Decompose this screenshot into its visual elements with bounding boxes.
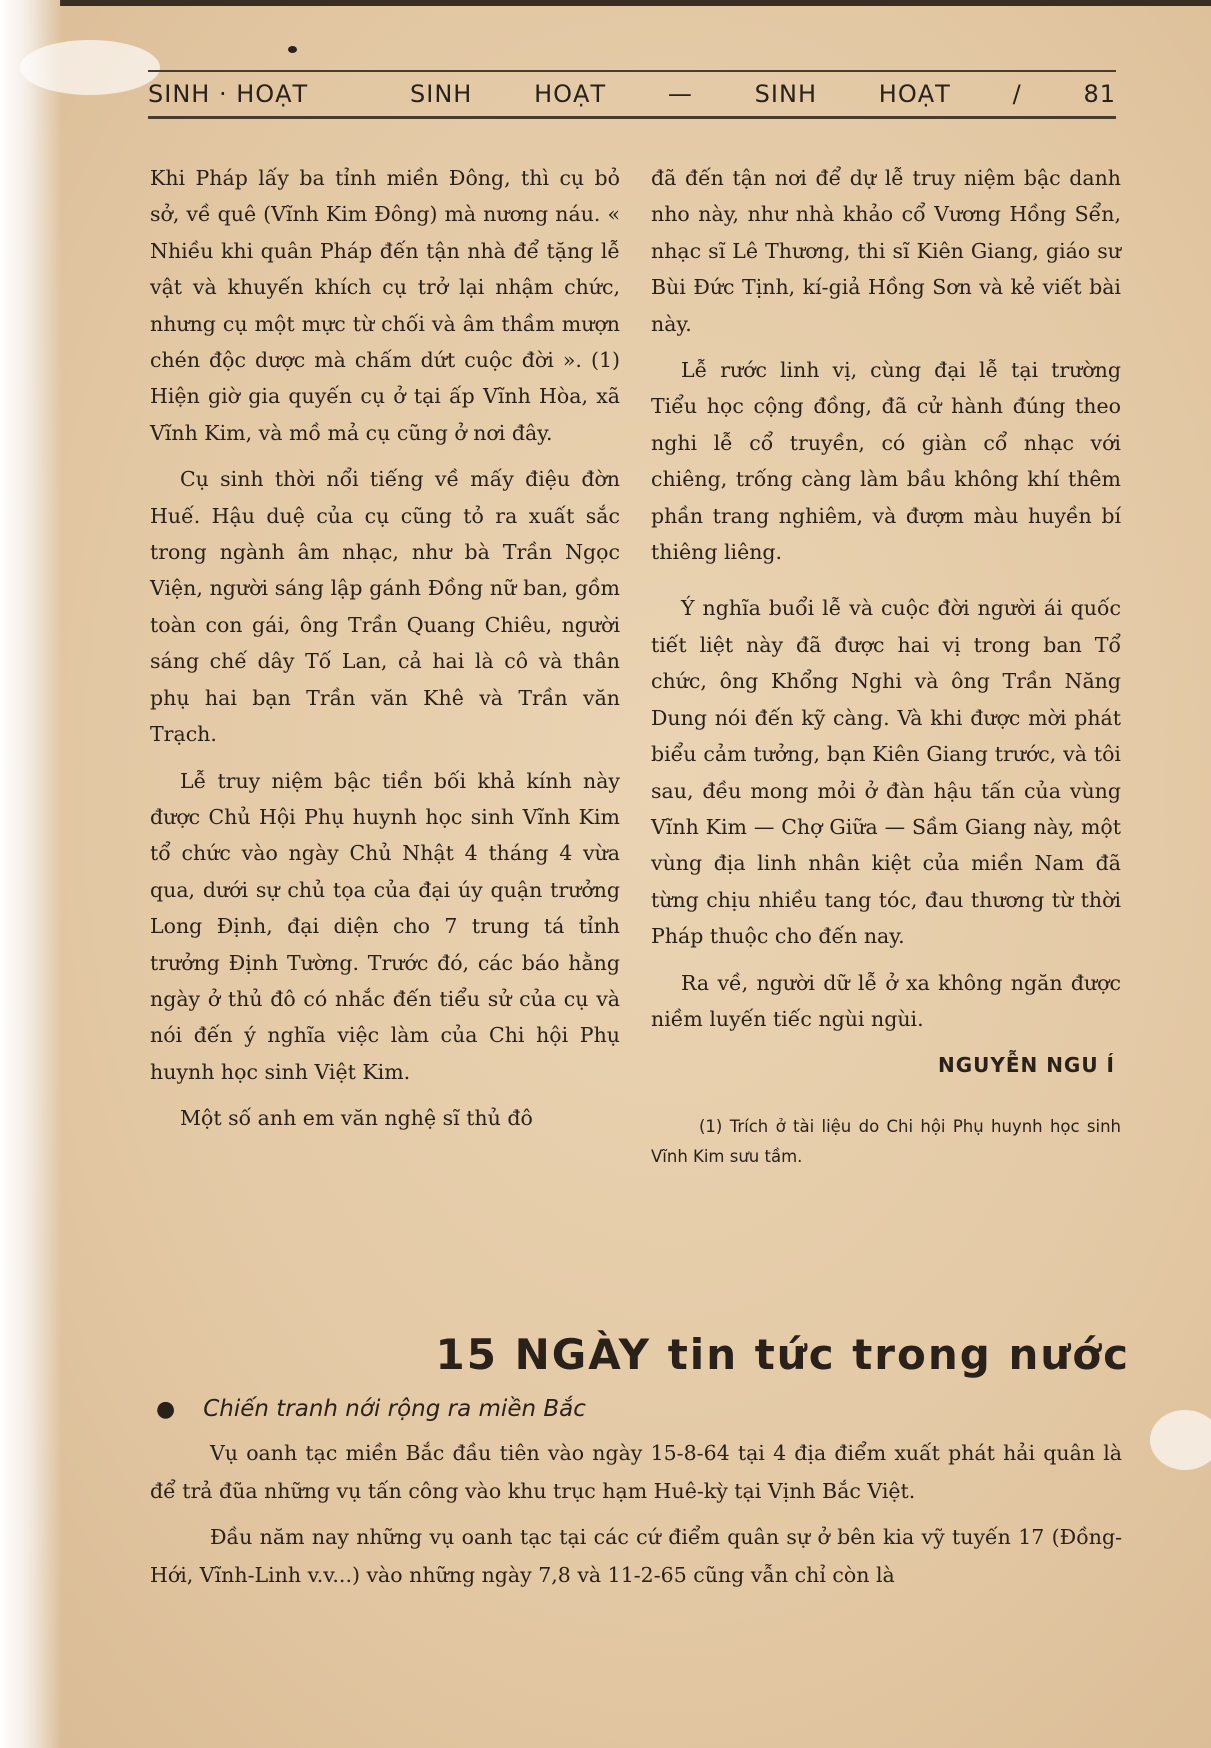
- running-header: [148, 66, 1116, 118]
- left-paragraph-1: Khi Pháp lấy ba tỉnh miền Đông, thì cụ bỏ sở, về quê (Vĩnh Kim Đông) mà nương náu. « Nhiều khi quân Pháp đến tận nhà để tặng lễ vật và khuyến khích cụ trở lại nhậm chức, nhưng cụ một mực từ chối và âm thầm mượn chén độc dược mà chấm dứt cuộc đời ». (1) Hiện giờ gia quyến cụ ở tại ấp Vĩnh Hòa, xã Vĩnh Kim, và mồ mả cụ cũng ở nơi đây.: [150, 166, 620, 445]
- news-paragraph-2: Đầu năm nay những vụ oanh tạc tại các cứ điểm quân sự ở bên kia vỹ tuyến 17 (Đồng-Hới, Vĩnh-Linh v.v...) vào những ngày 7,8 và 11-2-65 cũng vẫn chỉ còn là: [150, 1525, 1122, 1587]
- subheading-text: Chiến tranh nới rộng ra miền Bắc: [203, 1396, 586, 1422]
- left-column: [150, 160, 620, 1147]
- ink-blot: [288, 46, 297, 53]
- header-right-2: HOẠT: [878, 80, 951, 108]
- footnote: (1) Trích ở tài liệu do Chi hội Phụ huynh học sinh Vĩnh Kim sưu tầm.: [651, 1116, 1121, 1166]
- news-subheading: [156, 1396, 586, 1422]
- header-right-1: SINH: [754, 80, 817, 108]
- paper-stain: [1150, 1410, 1211, 1470]
- left-paragraph-3: Lễ truy niệm bậc tiền bối khả kính này được Chủ Hội Phụ huynh học sinh Vĩnh Kim tổ chức vào ngày Chủ Nhật 4 tháng 4 vừa qua, dưới sự chủ tọa của đại úy quận trưởng Long Định, đại diện cho 7 trung tá tỉnh trưởng Định Tường. Trước đó, các báo hằng ngày ở thủ đô có nhắc đến tiểu sử của cụ và nói đến ý nghĩa việc làm của Chi hội Phụ huynh học sinh Việt Kim.: [150, 768, 620, 1084]
- author-signature: NGUYỄN NGU Í: [937, 1053, 1115, 1078]
- page-number: 81: [1083, 80, 1116, 108]
- header-center-2: HOẠT: [534, 80, 607, 108]
- right-paragraph-1: đã đến tận nơi để dự lễ truy niệm bậc danh nho này, như nhà khảo cổ Vương Hồng Sển, nhạc sĩ Lê Thương, thi sĩ Kiên Giang, giáo sư Bùi Đức Tịnh, kí-giả Hồng Sơn và kẻ viết bài này.: [651, 166, 1121, 336]
- header-rule-top: [148, 70, 1116, 72]
- right-column: [651, 160, 1121, 1172]
- header-left: SINH · HOẠT: [148, 80, 309, 108]
- news-paragraph-1: Vụ oanh tạc miền Bắc đầu tiên vào ngày 15-8-64 tại 4 địa điểm xuất phát hải quân là để trả đũa những vụ tấn công vào khu trục hạm Huê-kỳ tại Vịnh Bắc Việt.: [150, 1441, 1122, 1503]
- header-rule-bottom: [148, 116, 1116, 119]
- header-dash: —: [667, 80, 693, 108]
- header-slash: /: [1012, 80, 1022, 108]
- section-headline: 15 NGÀY tin tức trong nước: [435, 1330, 1130, 1379]
- page-top-edge: [60, 0, 1211, 6]
- bullet-icon: ●: [156, 1396, 176, 1422]
- left-paragraph-2: Cụ sinh thời nổi tiếng về mấy điệu đờn Huế. Hậu duệ của cụ cũng tỏ ra xuất sắc trong ngành âm nhạc, như bà Trần Ngọc Viện, người sáng lập gánh Đồng nữ ban, gồm toàn con gái, ông Trần Quang Chiêu, người sáng chế dây Tố Lan, cả hai là cô và thân phụ hai bạn Trần văn Khê và Trần văn Trạch.: [150, 467, 620, 747]
- right-paragraph-2: Lễ rước linh vị, cùng đại lễ tại trường Tiểu học cộng đồng, đã cử hành đúng theo nghi lễ cổ truyền, có giàn cổ nhạc với chiêng, trống càng làm bầu không khí thêm phần trang nghiêm, và đượm màu huyền bí thiêng liêng.: [651, 358, 1121, 565]
- left-paragraph-4: Một số anh em văn nghệ sĩ thủ đô: [180, 1106, 533, 1131]
- right-paragraph-3: Ý nghĩa buổi lễ và cuộc đời người ái quốc tiết liệt này đã được hai vị trong ban Tổ chức, ông Khổng Nghi và ông Trần Năng Dung nói đến kỹ càng. Và khi được mời phát biểu cảm tưởng, bạn Kiên Giang trước, và tôi sau, đều mong mỏi ở đàn hậu tấn của vùng Vĩnh Kim — Chợ Giữa — Sầm Giang này, một vùng địa linh nhân kiệt của miền Nam đã từng chịu nhiều tang tóc, đau thương từ thời Pháp thuộc cho đến nay.: [651, 596, 1121, 949]
- paper-stain: [20, 40, 160, 95]
- header-text: [148, 80, 1116, 108]
- right-paragraph-4: Ra về, người dữ lễ ở xa không ngăn được niềm luyến tiếc ngùi ngùi.: [651, 970, 1121, 1031]
- news-body: [150, 1434, 1122, 1602]
- header-center-1: SINH: [410, 80, 473, 108]
- torn-left-edge: [0, 0, 62, 1748]
